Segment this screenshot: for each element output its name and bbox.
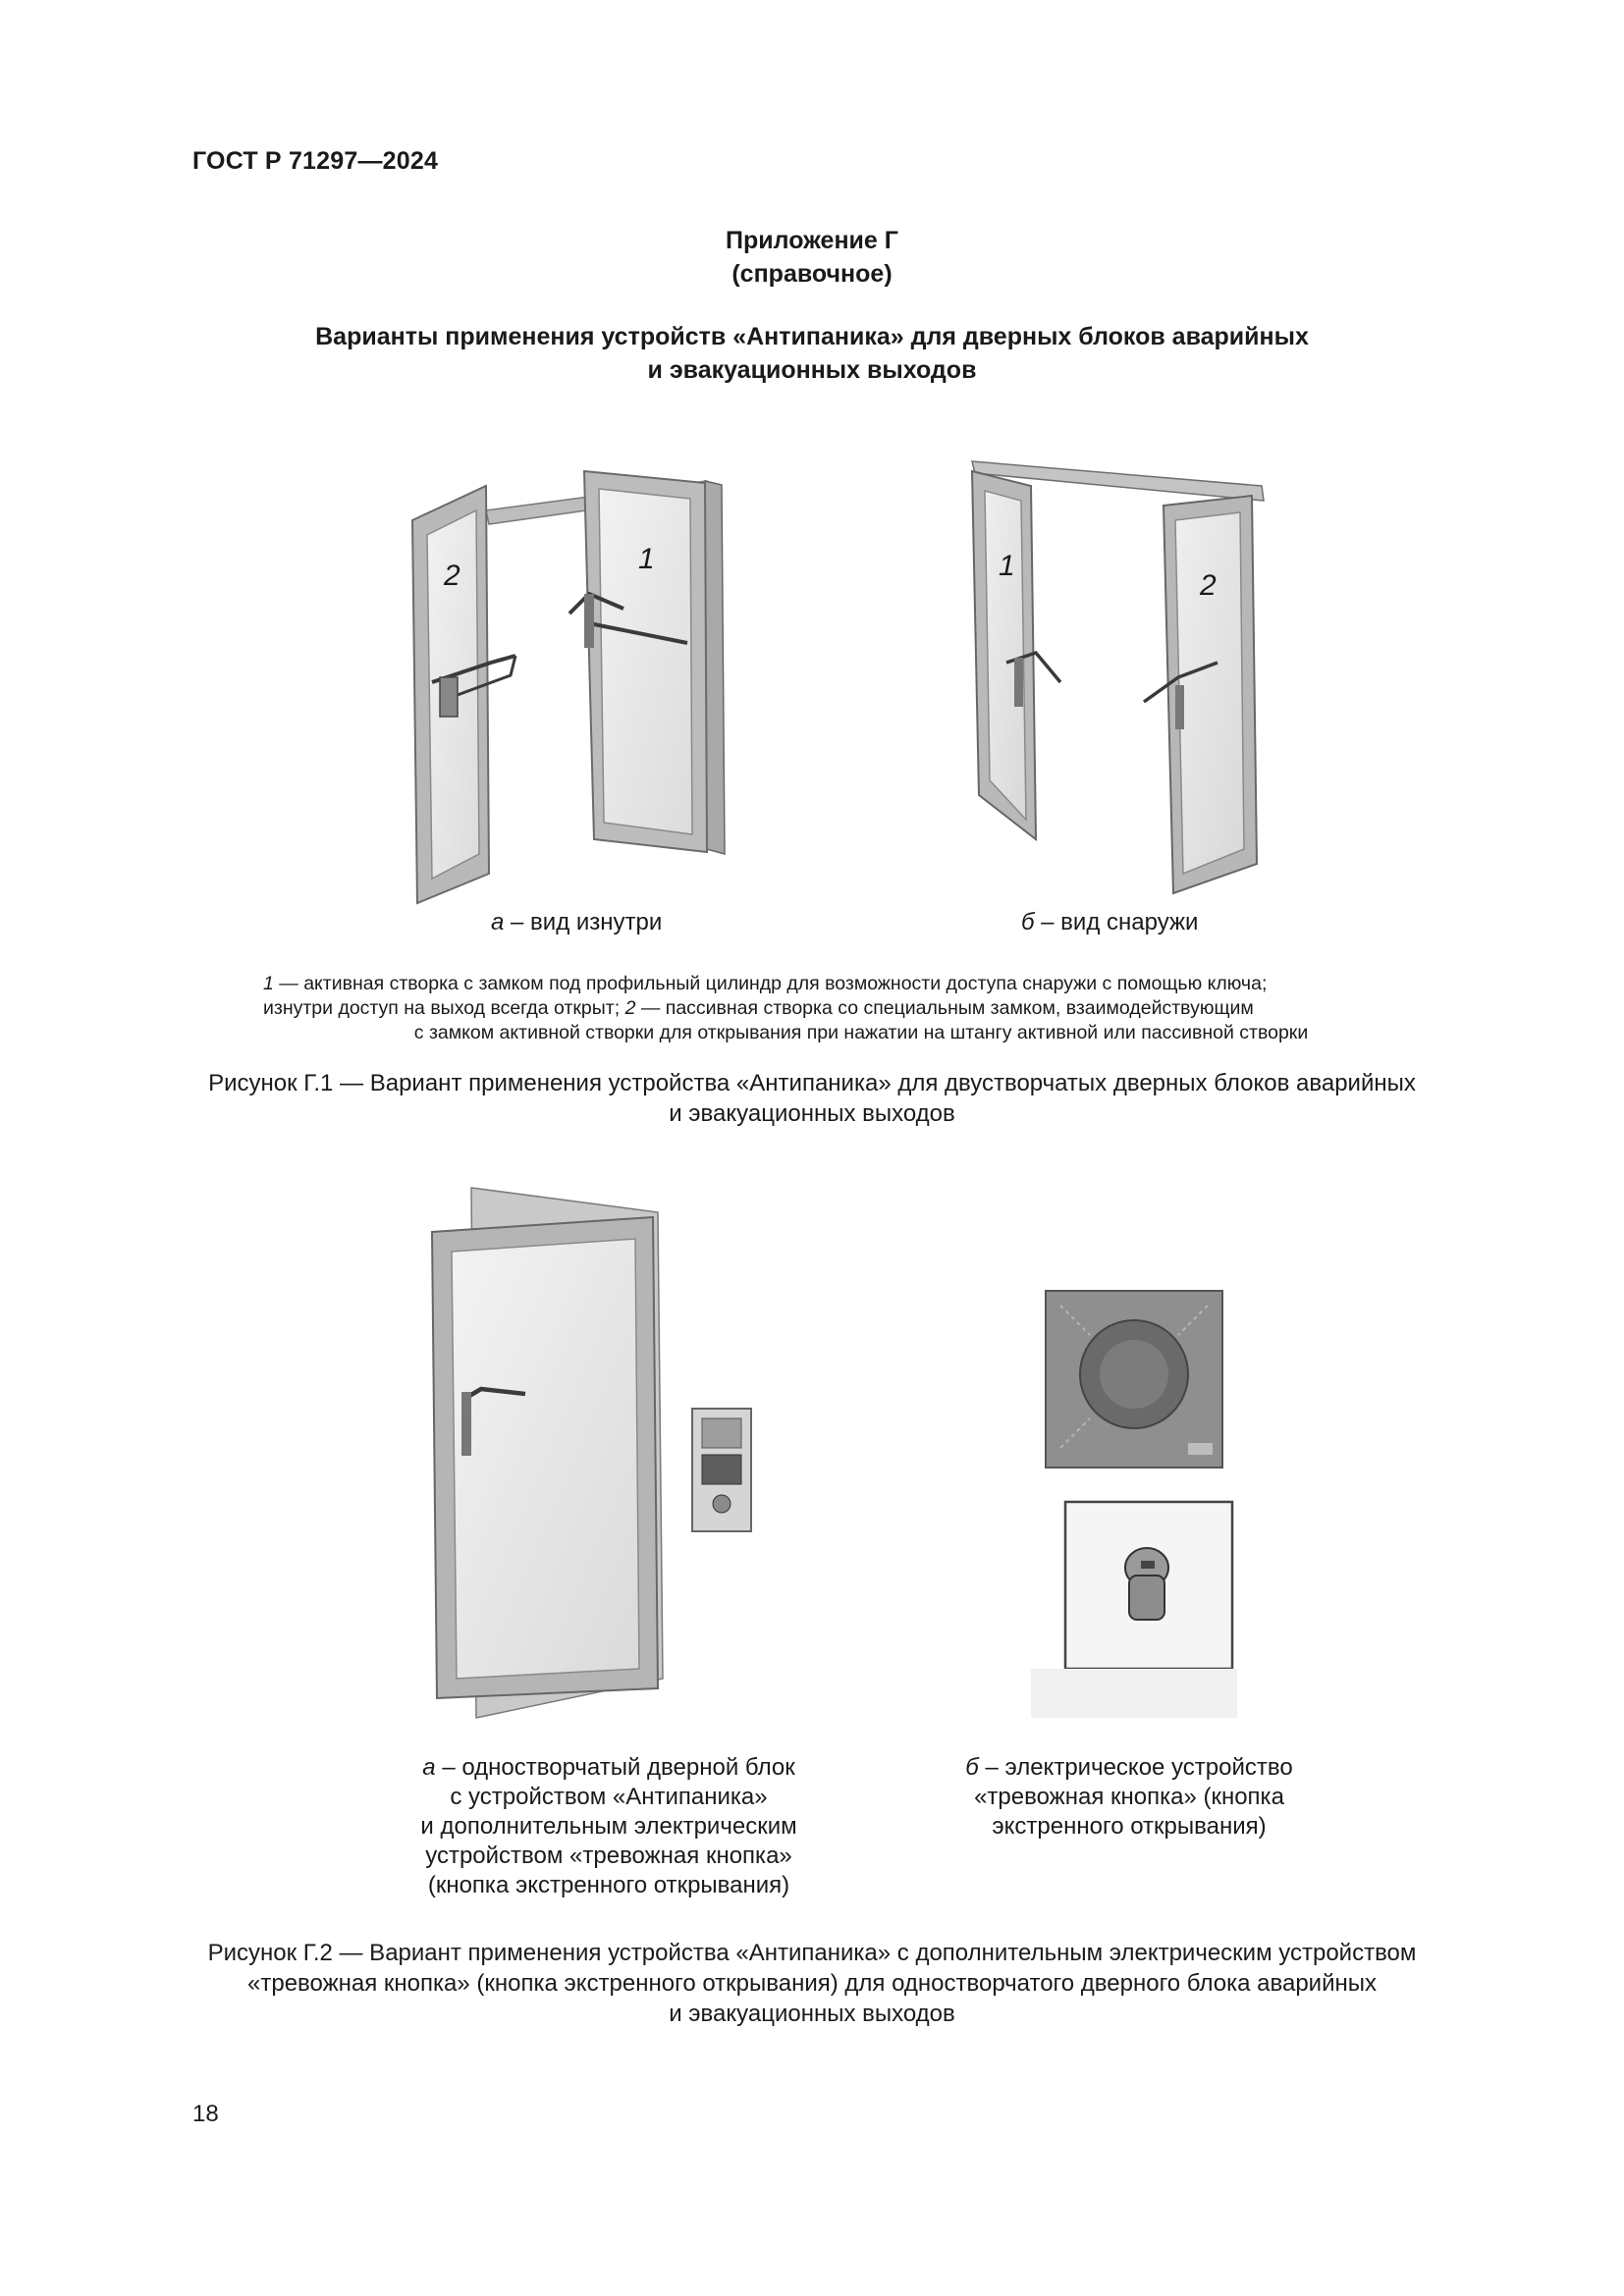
figure-1-legend — [263, 972, 1459, 1045]
legend-line-1 — [263, 972, 1459, 996]
figure-2b-subcaption-line-2: «тревожная кнопка» (кнопка — [974, 1784, 1284, 1810]
appendix-title-line-1: Варианты применения устройств «Антипаника» для дверных блоков аварийных — [315, 323, 1309, 350]
figure-1a-double-door-inside-illustration — [393, 442, 766, 903]
legend-number-2: 2 — [624, 997, 636, 1019]
figure-2a-subcaption-line-5: (кнопка экстренного открывания) — [427, 1872, 790, 1898]
figure-2-caption-line-1: Рисунок Г.2 — Вариант применения устройства «Антипаника» с дополнительным электрическим устройством — [207, 1940, 1417, 1966]
figure-1a-leaf-label-1: 1 — [638, 543, 655, 575]
figure-2a-subcaption — [393, 1753, 825, 1900]
figure-2b-alarm-button-illustration — [1031, 1281, 1237, 1718]
legend-line-1-text: — активная створка с замком под профильный цилиндр для возможности доступа снаружи с помощью ключа; — [273, 973, 1268, 994]
figure-1a-subcaption-text: – вид изнутри — [504, 909, 663, 935]
appendix-title-line-2: и эвакуационных выходов — [647, 356, 977, 384]
figure-1b-subcaption-text: – вид снаружи — [1034, 909, 1199, 935]
figure-2b-subcaption — [923, 1753, 1335, 1842]
appendix-label: Приложение Г — [726, 227, 898, 254]
figure-1-caption — [0, 1068, 1624, 1129]
legend-line-3: с замком активной створки для открывания при нажатии на штангу активной или пассивной створки — [413, 1022, 1309, 1043]
figure-1-caption-line-2: и эвакуационных выходов — [669, 1100, 955, 1127]
figure-2b-subcaption-line-1 — [923, 1753, 1335, 1783]
legend-line-2a: изнутри доступ на выход всегда открыт; — [263, 997, 625, 1019]
legend-line-2 — [263, 996, 1459, 1021]
figure-1a-letter: а — [491, 909, 505, 935]
page-number: 18 — [192, 2101, 219, 2127]
figure-1b-letter: б — [1021, 909, 1035, 935]
figure-2a-letter: а — [422, 1754, 436, 1781]
figure-2a-subcaption-line-1 — [393, 1753, 825, 1783]
figure-2b-subcaption-line-3: экстренного открывания) — [992, 1813, 1267, 1840]
figure-1a-subcaption — [491, 909, 662, 936]
legend-line-2b: — пассивная створка со специальным замком, взаимодействующим — [635, 997, 1254, 1019]
figure-1b-subcaption — [1021, 909, 1198, 936]
figure-2a-subcaption-line-2: с устройством «Антипаника» — [450, 1784, 768, 1810]
figure-2a-single-door-illustration — [417, 1188, 781, 1718]
figure-2-caption-line-2: «тревожная кнопка» (кнопка экстренного открывания) для одностворчатого дверного блока аварийных — [247, 1970, 1377, 1997]
figure-2-caption — [0, 1938, 1624, 2029]
figure-1a-leaf-label-2: 2 — [444, 560, 460, 592]
figure-2a-subcaption-line-3: и дополнительным электрическим — [420, 1813, 797, 1840]
figure-1-caption-line-1: Рисунок Г.1 — Вариант применения устройства «Антипаника» для двустворчатых дверных блоков аварийных — [208, 1070, 1416, 1096]
figure-2b-line-1-text: – электрическое устройство — [978, 1754, 1293, 1781]
standard-code: ГОСТ Р 71297—2024 — [192, 147, 439, 175]
figure-2-caption-line-3: и эвакуационных выходов — [669, 2001, 955, 2027]
figure-1b-double-door-outside-illustration — [957, 452, 1281, 903]
figure-1b-leaf-label-2: 2 — [1200, 569, 1217, 602]
appendix-title — [0, 320, 1624, 387]
appendix-type: (справочное) — [731, 260, 893, 288]
appendix-heading — [0, 224, 1624, 291]
figure-2a-line-1-text: – одностворчатый дверной блок — [435, 1754, 795, 1781]
legend-number-1: 1 — [263, 973, 274, 994]
figure-2a-subcaption-line-4: устройством «тревожная кнопка» — [425, 1842, 792, 1869]
figure-2b-letter: б — [965, 1754, 979, 1781]
figure-1b-leaf-label-1: 1 — [999, 550, 1015, 582]
